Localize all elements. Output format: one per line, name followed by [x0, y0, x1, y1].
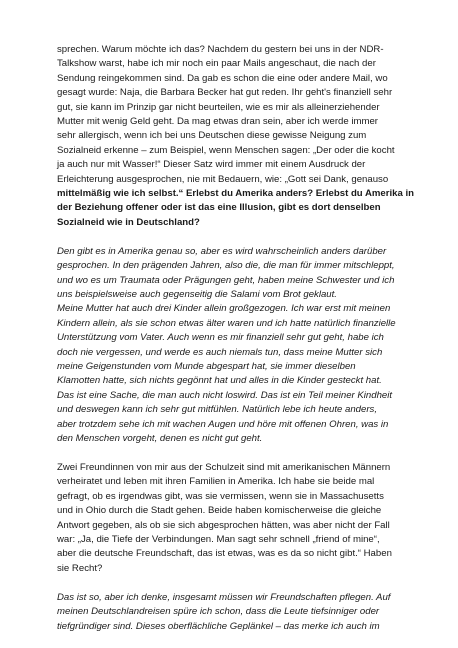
text-line: gesprochen. In den prägenden Jahren, also die, die man für immer mitschleppt,: [57, 260, 395, 272]
text-line: meine Geigenstunden vom Munde abgespart hat, sie immer dieselben: [57, 361, 356, 373]
text-line: Talkshow warst, habe ich mir noch ein paar Mails angeschaut, die nach der: [57, 58, 376, 70]
text-line: Den gibt es in Amerika genau so, aber es wird wahrscheinlich anders darüber: [57, 245, 387, 257]
text-line: Kindern allein, als sie schon etwas älter waren und ich hatte natürlich finanzielle: [57, 317, 396, 329]
text-line: sprechen. Warum möchte ich das? Nachdem du gestern bei uns in der NDR-: [57, 44, 384, 55]
text-line: und deswegen kann ich sehr gut mitfühlen. Natürlich lebe ich heute anders,: [57, 404, 377, 416]
text-line: den Menschen vorgeht, denen es nicht gut geht.: [57, 433, 263, 445]
text-line: und in Ohio durch die Stadt gehen. Beide haben komischerweise die gleiche: [57, 505, 382, 517]
text-line: sehr allergisch, wenn ich bei uns Deutschen diese gewisse Neigung zum: [57, 130, 367, 142]
text-line: Sendung reingekommen sind. Da gab es schon die eine oder andere Mail, wo: [57, 72, 388, 84]
text-line: Erleichterung ausgesprochen, nie mit Bedauern, wie: „Gott sei Dank, genauso: [57, 173, 389, 185]
text-line: der Beziehung offener oder ist das eine Illusion, gibt es dort denselben: [57, 202, 381, 214]
interview-question-paragraph: [57, 461, 398, 576]
text-line: mittelmäßig wie ich selbst.“ Erlebst du Amerika anders? Erlebst du Amerika in: [57, 188, 415, 200]
text-line: und wo es um Traumata oder Prägungen geht, haben meine Schwester und ich: [57, 274, 395, 286]
text-line: Mutter mit wenig Geld geht. Da mag etwas dran sein, aber ich werde immer: [57, 116, 378, 128]
text-line: Sozialneid erkenne – zum Beispiel, wenn Menschen sagen: „Der oder die kocht: [57, 144, 395, 156]
text-line: aber trotzdem sehe ich mit wachen Augen und höre mit offenen Ohren, was in: [57, 418, 389, 430]
text-line: gefragt, ob es irgendwas gibt, was sie vermissen, wenn sie in Massachusetts: [57, 490, 384, 502]
text-line: Das ist so, aber ich denke, insgesamt müssen wir Freundschaften pflegen. Auf: [57, 591, 391, 603]
text-line: tiefgründiger sind. Dieses oberflächliche Geplänkel – das merke ich auch im: [57, 620, 380, 632]
text-line: Unterstützung vom Vater. Auch wenn es mir finanziell sehr gut geht, habe ich: [57, 332, 384, 344]
interview-question-paragraph: [57, 43, 415, 230]
text-line: Klamotten hatte, sich nichts gegönnt hat und alles in die Kinder gesteckt hat.: [57, 375, 382, 387]
text-line: aber die deutsche Freundschaft, das ist etwas, was es da so nicht gibt.“ Haben: [57, 548, 392, 560]
text-line: gut, sie kann im Prinzip gar nicht beurteilen, wie es mir als alleinerziehender: [57, 101, 380, 113]
interview-answer-paragraph: [57, 591, 398, 634]
text-line: meinen Deutschlandreisen spüre ich schon, dass die Leute tiefsinniger oder: [57, 606, 380, 618]
text-line: Zwei Freundinnen von mir aus der Schulzeit sind mit amerikanischen Männern: [57, 461, 391, 473]
text-line: uns beispielsweise auch gegenseitig die Salami vom Brot geklaut.: [57, 289, 337, 300]
text-line: ja auch nur mit Wasser!“ Dieser Satz wird immer mit einem Ausdruck der: [57, 159, 366, 171]
interview-answer-paragraph: [57, 245, 398, 447]
text-line: verheiratet und leben mit ihren Familien in Amerika. Ich habe sie beide mal: [57, 476, 375, 488]
text-line: Antwort gegeben, als ob sie sich abgesprochen hätten, was aber nicht der Fall: [57, 519, 390, 531]
text-line: Meine Mutter hat auch drei Kinder allein großgezogen. Ich war erst mit meinen: [57, 303, 391, 315]
text-line: gesagt wurde: Naja, die Barbara Becker hat gut reden. Ihr geht's finanziell sehr: [57, 87, 393, 99]
text-line: war: „Ja, die Tiefe der Verbindungen. Man sagt sehr schnell „friend of mine“,: [57, 534, 380, 545]
text-line: Sozialneid wie in Deutschland?: [57, 216, 200, 228]
text-line: Das ist eine Sache, die man auch nicht loswird. Das ist ein Teil meiner Kindheit: [57, 389, 393, 401]
text-line: doch nie vergessen, und werde es auch niemals tun, dass meine Mutter sich: [57, 346, 383, 358]
text-line: sie Recht?: [57, 562, 103, 574]
